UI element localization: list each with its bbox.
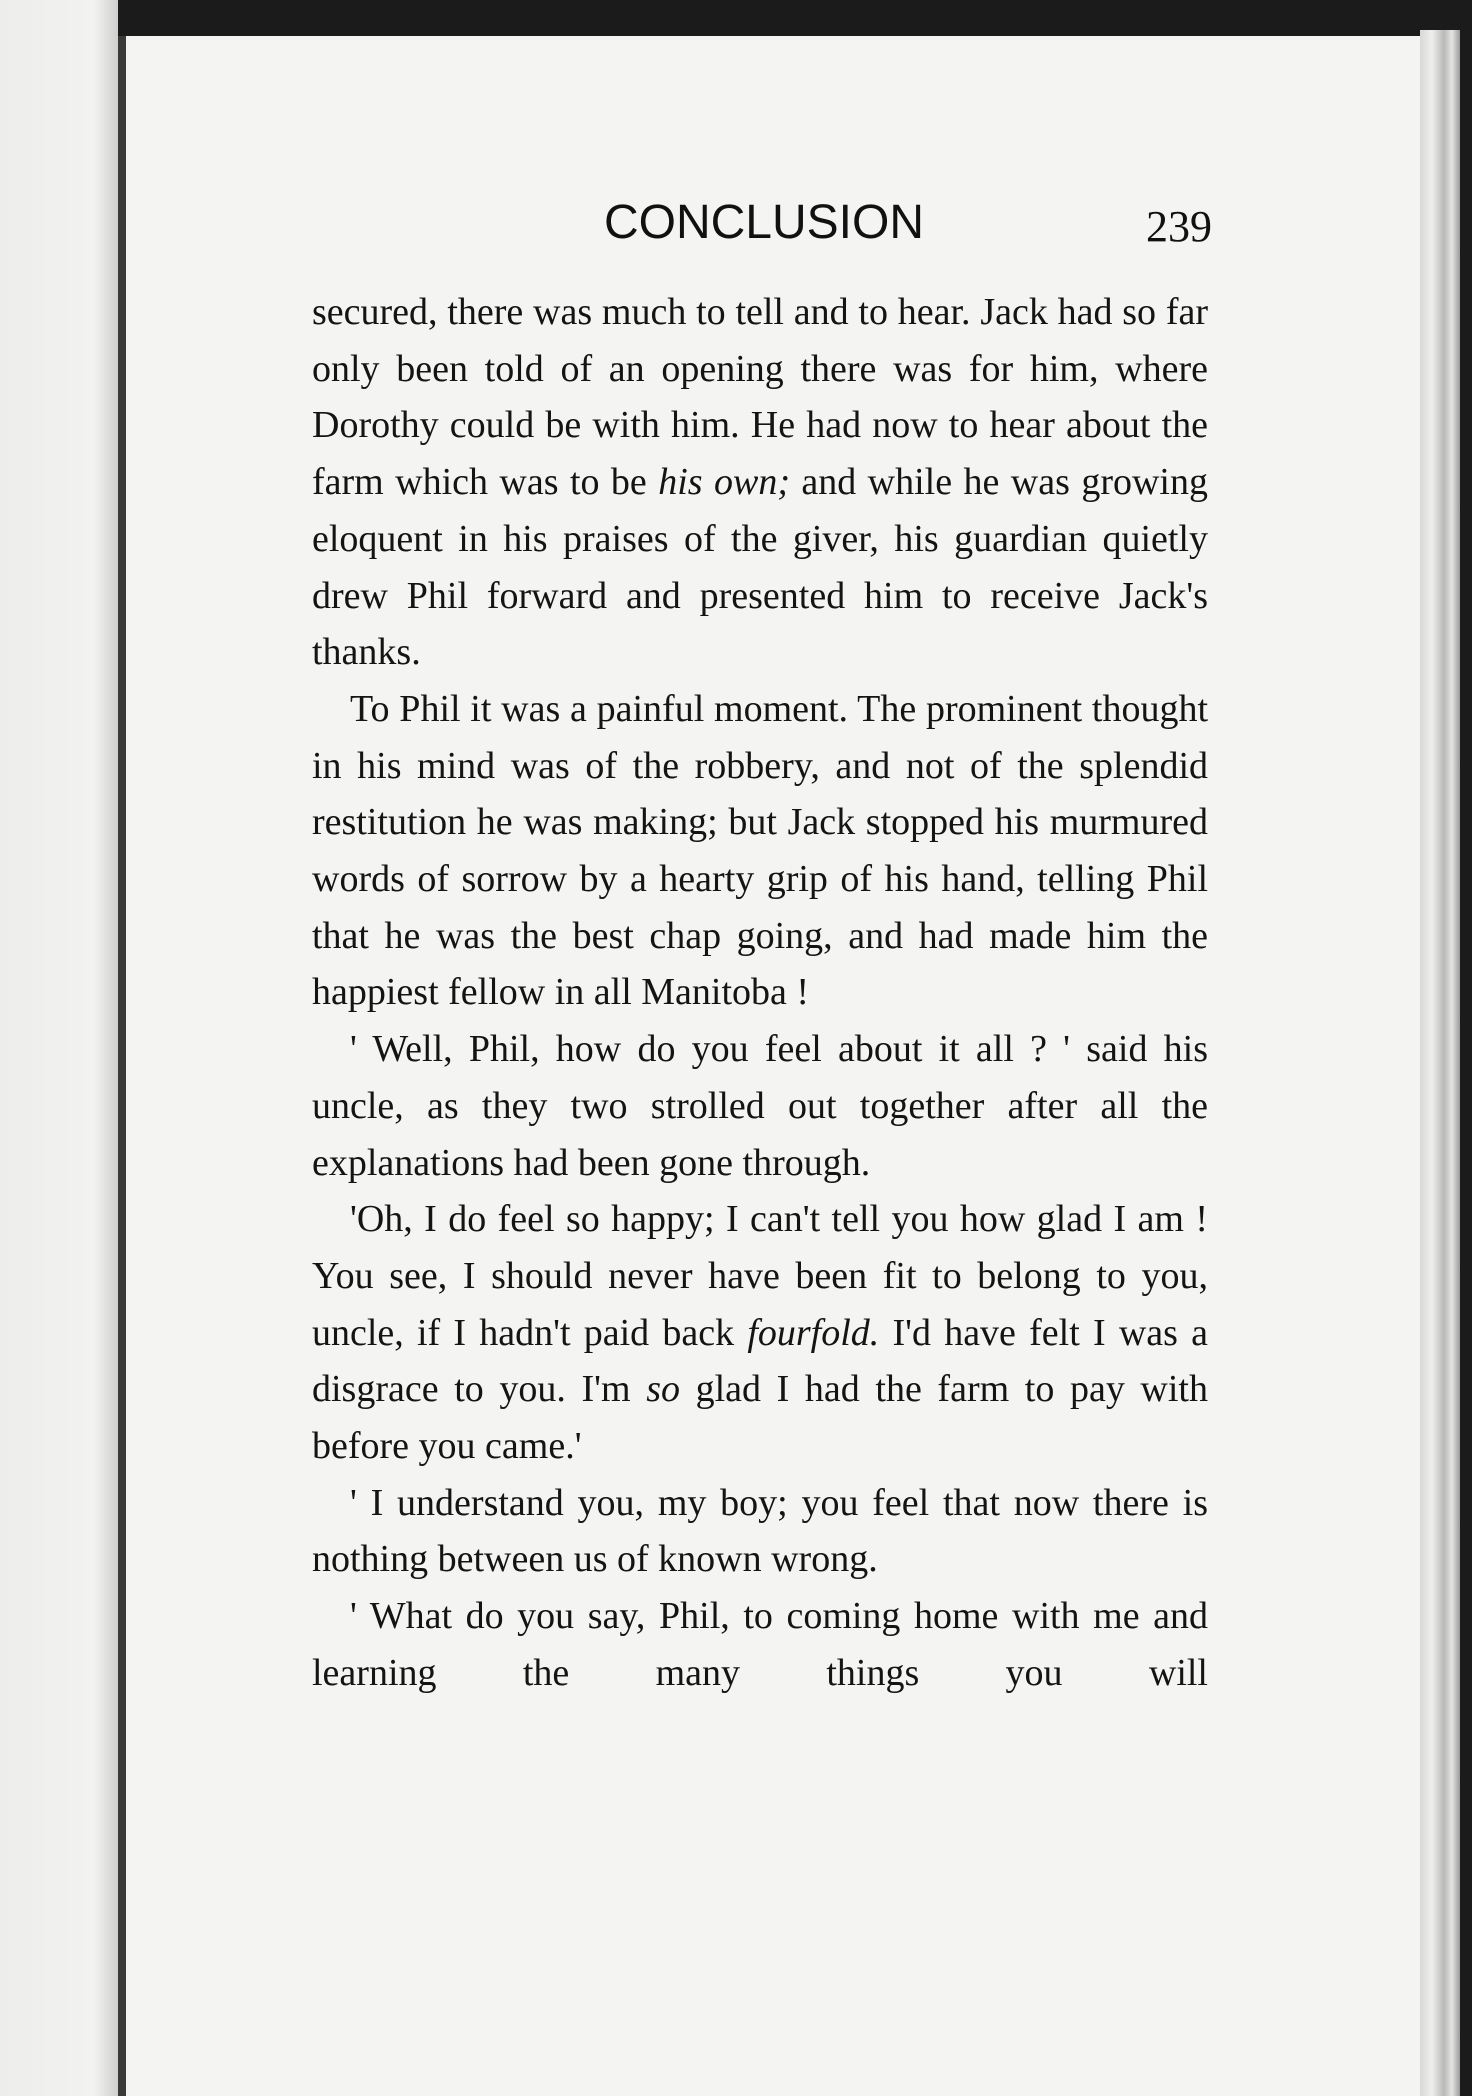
text-run: secured, there was much to tell and to hear. Jack had so far only been told of an opening there was for him, where Dorothy could be with him. He had now to hear about the farm which was to be	[312, 291, 1208, 504]
paragraph	[312, 284, 1208, 681]
text-run: I'd have felt I was a disgrace to you. I'm	[312, 1311, 1208, 1411]
page-number: 239	[1146, 202, 1212, 251]
text-run: and while he was growing eloquent in his praises of the giver, his guardian quietly drew Phil forward and presented him to receive Jack's thanks.	[312, 461, 1208, 674]
text-run: To Phil it was a painful moment. The prominent thought in his mind was of the robbery, and not of the splendid restitution he was making; but Jack stopped his murmured words of sorrow by a hearty grip of his hand, telling Phil that he was the best chap going, and had made him the happiest fellow in all Manitoba !	[312, 687, 1208, 1014]
text-run: 'Oh, I do feel so happy; I can't tell you how glad I am ! You see, I should never have been fit to belong to you, uncle, if I hadn't paid back	[312, 1198, 1208, 1354]
paragraph	[312, 1475, 1208, 1588]
text-run: ' What do you say, Phil, to coming home with me and learning the many things you will	[312, 1595, 1208, 1694]
italic-text: fourfold.	[747, 1311, 880, 1354]
text-run: glad I had the farm to pay with before you came.'	[312, 1368, 1208, 1468]
italic-text: so	[646, 1368, 680, 1411]
running-head: CONCLUSION	[603, 196, 925, 249]
italic-text: his own;	[658, 461, 790, 504]
text-run: ' I understand you, my boy; you feel that now there is nothing between us of known wrong.	[312, 1481, 1208, 1581]
facing-page-edge	[0, 0, 118, 2096]
paragraph	[312, 1588, 1208, 1701]
page-header	[316, 195, 1212, 275]
body-text	[312, 284, 1208, 1702]
page-stack-edge	[1420, 30, 1460, 2096]
text-run: ' Well, Phil, how do you feel about it all ? ' said his uncle, as they two strolled out together after all the explanations had been gone through.	[312, 1028, 1208, 1184]
paragraph	[312, 1191, 1208, 1475]
paragraph	[312, 681, 1208, 1021]
paragraph	[312, 1021, 1208, 1191]
